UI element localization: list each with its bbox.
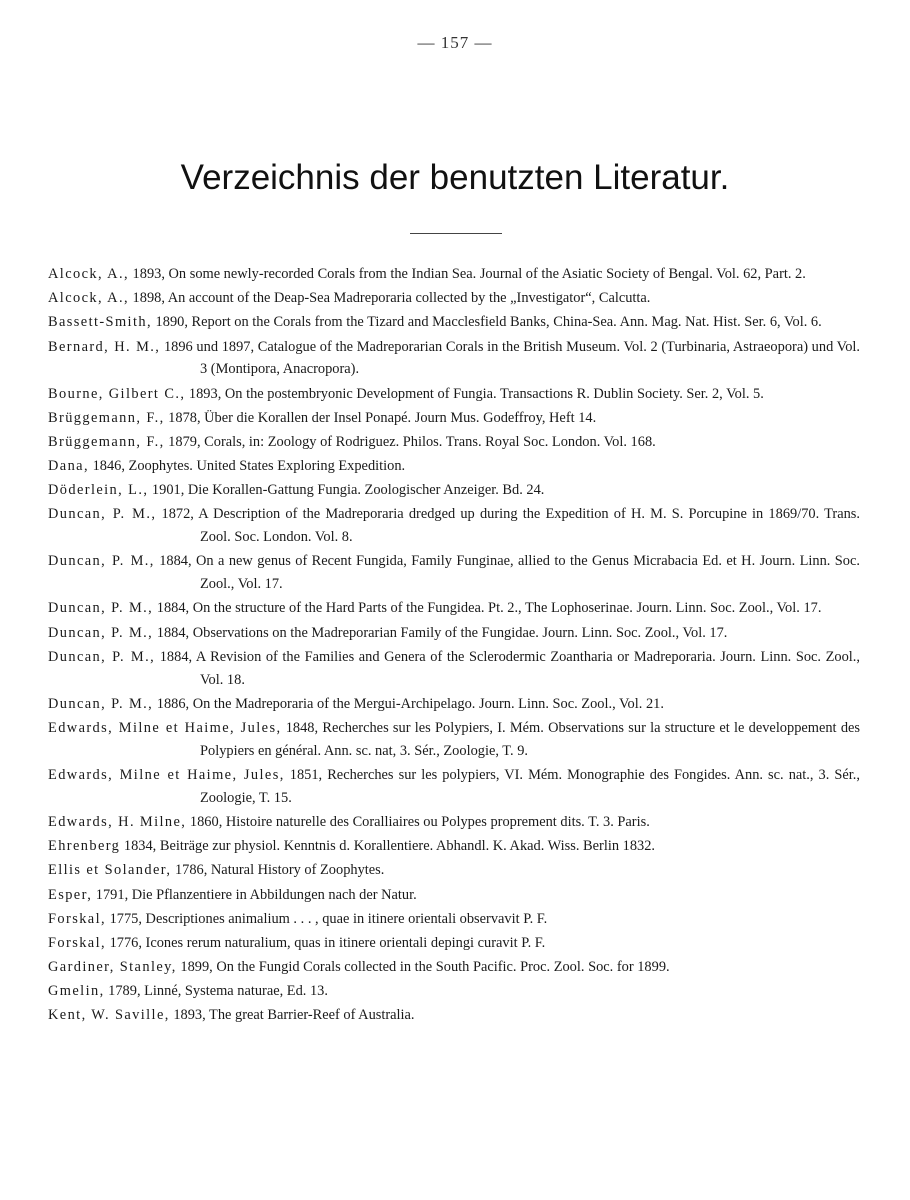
reference-entry [48,980,860,1003]
reference-text: 1846, Zoophytes. United States Exploring Expedition. [88,458,406,475]
reference-text: 1893, On some newly-recorded Corals from the Indian Sea. Journal of the Asiatic Society of Bengal. Vol. 62, Part. 2. [128,266,806,282]
reference-entry [48,407,860,430]
reference-author: Duncan, P. M., [48,600,154,617]
reference-author: Kent, W. Saville, [48,1007,170,1024]
reference-text: 1872, A Description of the Madreporaria dredged up during the Expedition of H. M. S. Porcupine in 1869/70. Trans. Zool. Soc. London. Vol. 8. [156,506,860,546]
reference-entry [48,622,860,645]
reference-entry [48,1004,860,1027]
reference-text: 1789, Linné, Systema naturae, Ed. 13. [104,983,328,1000]
reference-text: 1860, Histoire naturelle des Coralliaires ou Polypes proprement dits. T. 3. Paris. [186,813,650,830]
reference-text: 1848, Recherches sur les Polypiers, I. Mém. Observations sur la structure et le developpement des Polypiers en général. Ann. sc. nat, 3. Sér., Zoologie, T. 9. [200,720,860,759]
reference-entry [48,336,860,382]
reference-text: 1884, Observations on the Madreporarian Family of the Fungidae. Journ. Linn. Soc. Zool., Vol. 17. [153,624,728,641]
reference-text: 1898, An account of the Deap-Sea Madreporaria collected by the „Investigator“, Calcutta. [128,290,651,307]
reference-entry [48,383,860,406]
reference-entry [48,764,860,810]
reference-entry [48,431,860,454]
reference-author: Duncan, P. M., [48,506,157,523]
reference-list [48,263,860,1029]
title-divider [410,233,502,234]
reference-author: Edwards, H. Milne, [48,813,187,830]
reference-author: Duncan, P. M., [48,553,155,570]
reference-entry [48,884,860,907]
reference-text: 1893, On the postembryonic Development of Fungia. Transactions R. Dublin Society. Ser. 2, Vol. 5. [185,385,764,402]
reference-entry [48,908,860,931]
page-title: Verzeichnis der benutzten Literatur. [180,158,730,197]
reference-author: Duncan, P. M., [48,648,156,665]
reference-author: Brüggemann, F., [48,433,165,450]
reference-author: Alcock, A., [48,290,129,307]
reference-text: 1775, Descriptiones animalium . . . , quae in itinere orientali observavit P. F. [105,910,548,927]
reference-author: Forskal, [48,934,106,951]
reference-text: 1791, Die Pflanzentiere in Abbildungen nach der Natur. [92,886,417,903]
reference-author: Bourne, Gilbert C., [48,385,186,402]
reference-text: 1878, Über die Korallen der Insel Ponapé. Journ Mus. Godeffroy, Heft 14. [164,409,597,426]
reference-entry [48,717,860,763]
reference-entry [48,646,860,692]
reference-author: Gmelin, [48,983,105,1000]
reference-text: 1886, On the Madreporaria of the Mergui-Archipelago. Journ. Linn. Soc. Zool., Vol. 21. [153,695,664,712]
reference-entry [48,859,860,882]
reference-author: Bernard, H. M., [48,338,161,355]
reference-author: Duncan, P. M., [48,624,154,641]
reference-entry [48,811,860,834]
reference-entry [48,932,860,955]
reference-text: 1901, Die Korallen-Gattung Fungia. Zoologischer Anzeiger. Bd. 24. [148,482,545,499]
reference-author: Ellis et Solander, [48,862,172,879]
reference-author: Bassett-Smith, [48,314,152,331]
reference-text: 1884, On a new genus of Recent Fungida, Family Funginae, allied to the Genus Micrabacia Ed. et H. Journ. Linn. Soc. Zool., Vol. 17. [154,553,860,593]
reference-entry [48,479,860,502]
reference-entry [48,311,860,334]
reference-entry [48,597,860,620]
reference-entry [48,263,860,286]
reference-text: 1893, The great Barrier-Reef of Australia. [169,1007,415,1024]
reference-entry [48,503,860,549]
reference-entry [48,835,860,858]
reference-text: 1899, On the Fungid Corals collected in the South Pacific. Proc. Zool. Soc. for 1899. [176,959,670,976]
reference-entry [48,550,860,596]
reference-text: 1896 und 1897, Catalogue of the Madreporarian Corals in the British Museum. Vol. 2 (Turbinaria, Astraeopora) und Vol. 3 (Montipora, Anacropora). [160,338,861,378]
reference-text: 1776, Icones rerum naturalium, quas in itinere orientali depingi curavit P. F. [105,934,546,951]
reference-text: 1786, Natural History of Zoophytes. [171,862,385,879]
reference-text: 1884, On the structure of the Hard Parts of the Fungidea. Pt. 2., The Lophoserinae. Journ. Linn. Soc. Zool., Vol. 17. [153,600,822,617]
reference-author: Forskal, [48,910,106,927]
reference-entry [48,956,860,979]
reference-author: Gardiner, Stanley, [48,959,177,976]
reference-text: 1884, A Revision of the Families and Genera of the Sclerodermic Zoantharia or Madreporaria. Journ. Linn. Soc. Zool., Vol. 18. [155,648,860,688]
reference-author: Duncan, P. M., [48,695,154,712]
reference-text: 1879, Corals, in: Zoology of Rodriguez. Philos. Trans. Royal Soc. London. Vol. 168. [164,433,656,450]
reference-text: 1890, Report on the Corals from the Tizard and Macclesfield Banks, China-Sea. Ann. Mag. Nat. Hist. Ser. 6, Vol. 6. [151,314,822,331]
reference-entry [48,455,860,478]
reference-author: Brüggemann, F., [48,409,165,426]
reference-author: Döderlein, L., [48,482,149,499]
reference-entry [48,693,860,716]
page-number: — 157 — [417,33,493,52]
reference-author: Esper, [48,886,93,903]
reference-author: Edwards, Milne et Haime, Jules, [48,720,282,736]
reference-text: 1851, Recherches sur les polypiers, VI. Mém. Monographie des Fongides. Ann. sc. nat., 3. Sér., Zoologie, T. 15. [200,766,860,806]
reference-text: 1834, Beiträge zur physiol. Kenntnis d. Korallentiere. Abhandl. K. Akad. Wiss. Berlin 1832. [120,838,656,855]
reference-author: Edwards, Milne et Haime, Jules, [48,766,285,783]
reference-author: Alcock, A., [48,266,129,282]
reference-entry [48,287,860,310]
reference-author: Ehrenberg [48,838,121,855]
reference-author: Dana, [48,458,89,475]
